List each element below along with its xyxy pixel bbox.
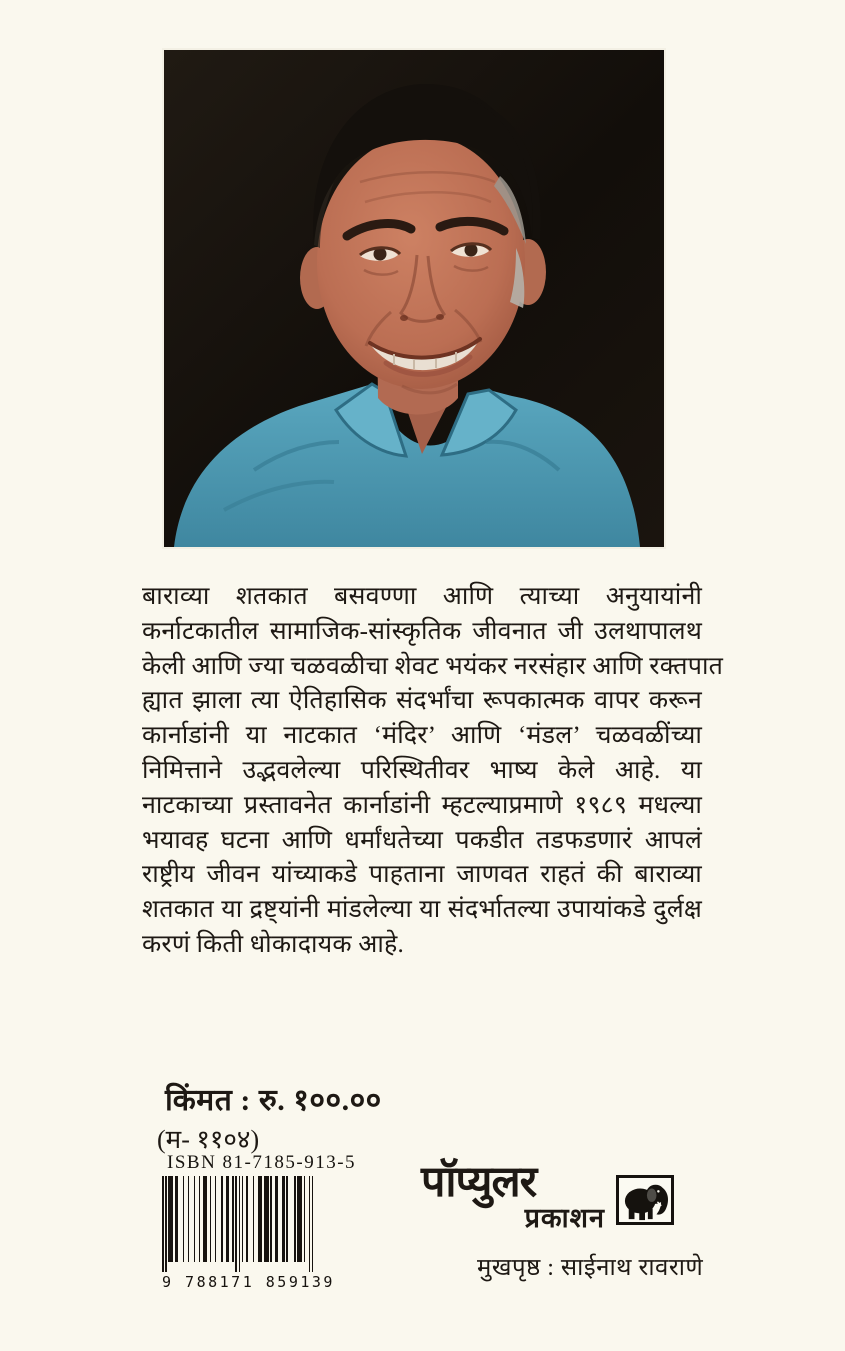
- synopsis-line: ह्यात झाला त्या ऐतिहासिक संदर्भांचा रूपकात्मक वापर करून: [142, 687, 702, 715]
- synopsis-line: निमित्ताने उद्भवलेल्या परिस्थितीवर भाष्य केले आहे. या: [142, 756, 702, 784]
- elephant-icon: [619, 1178, 671, 1222]
- publisher-name: पॉप्युलर: [421, 1159, 537, 1206]
- catalog-number: (म- ११०४): [157, 1125, 260, 1154]
- synopsis-paragraph: [142, 580, 724, 963]
- author-portrait-illustration: [164, 50, 664, 547]
- synopsis-line: नाटकाच्या प्रस्तावनेत कार्नाडांनी म्हटल्याप्रमाणे १९८९ मधल्या: [142, 791, 702, 819]
- synopsis-line: राष्ट्रीय जीवन यांच्याकडे पाहताना जाणवत राहतं की बाराव्या: [142, 861, 702, 889]
- publisher-elephant-logo-icon: [616, 1175, 674, 1225]
- author-photo: [164, 50, 664, 547]
- cover-artist-credit: मुखपृष्ठ : साईनाथ रावराणे: [477, 1255, 704, 1281]
- synopsis-line: केली आणि ज्या चळवळीचा शेवट भयंकर नरसंहार आणि रक्तपात: [142, 652, 724, 680]
- barcode-bars: [162, 1176, 318, 1272]
- synopsis-line: भयावह घटना आणि धर्मांधतेच्या पकडीत तडफडणारं आपलं: [142, 826, 702, 854]
- synopsis-line: करणं किती धोकादायक आहे.: [142, 930, 404, 958]
- isbn-barcode: [162, 1176, 335, 1291]
- synopsis-line: शतकात या द्रष्ट्यांनी मांडलेल्या या संदर्भातल्या उपायांकडे दुर्लक्ष: [142, 896, 702, 924]
- isbn-label: ISBN 81-7185-913-5: [167, 1152, 357, 1173]
- synopsis-line: कार्नाडांनी या नाटकात ‘मंदिर’ आणि ‘मंडल’ चळवळींच्या: [142, 722, 702, 750]
- publisher-subname: प्रकाशन: [524, 1203, 605, 1233]
- barcode-digits: 9 788171 859139: [162, 1273, 335, 1291]
- synopsis-line: कर्नाटकातील सामाजिक-सांस्कृतिक जीवनात जी उलथापालथ: [142, 617, 702, 645]
- synopsis-line: बाराव्या शतकात बसवण्णा आणि त्याच्या अनुयायांनी: [142, 583, 702, 610]
- price-label: किंमत : रु. १००.००: [165, 1084, 382, 1117]
